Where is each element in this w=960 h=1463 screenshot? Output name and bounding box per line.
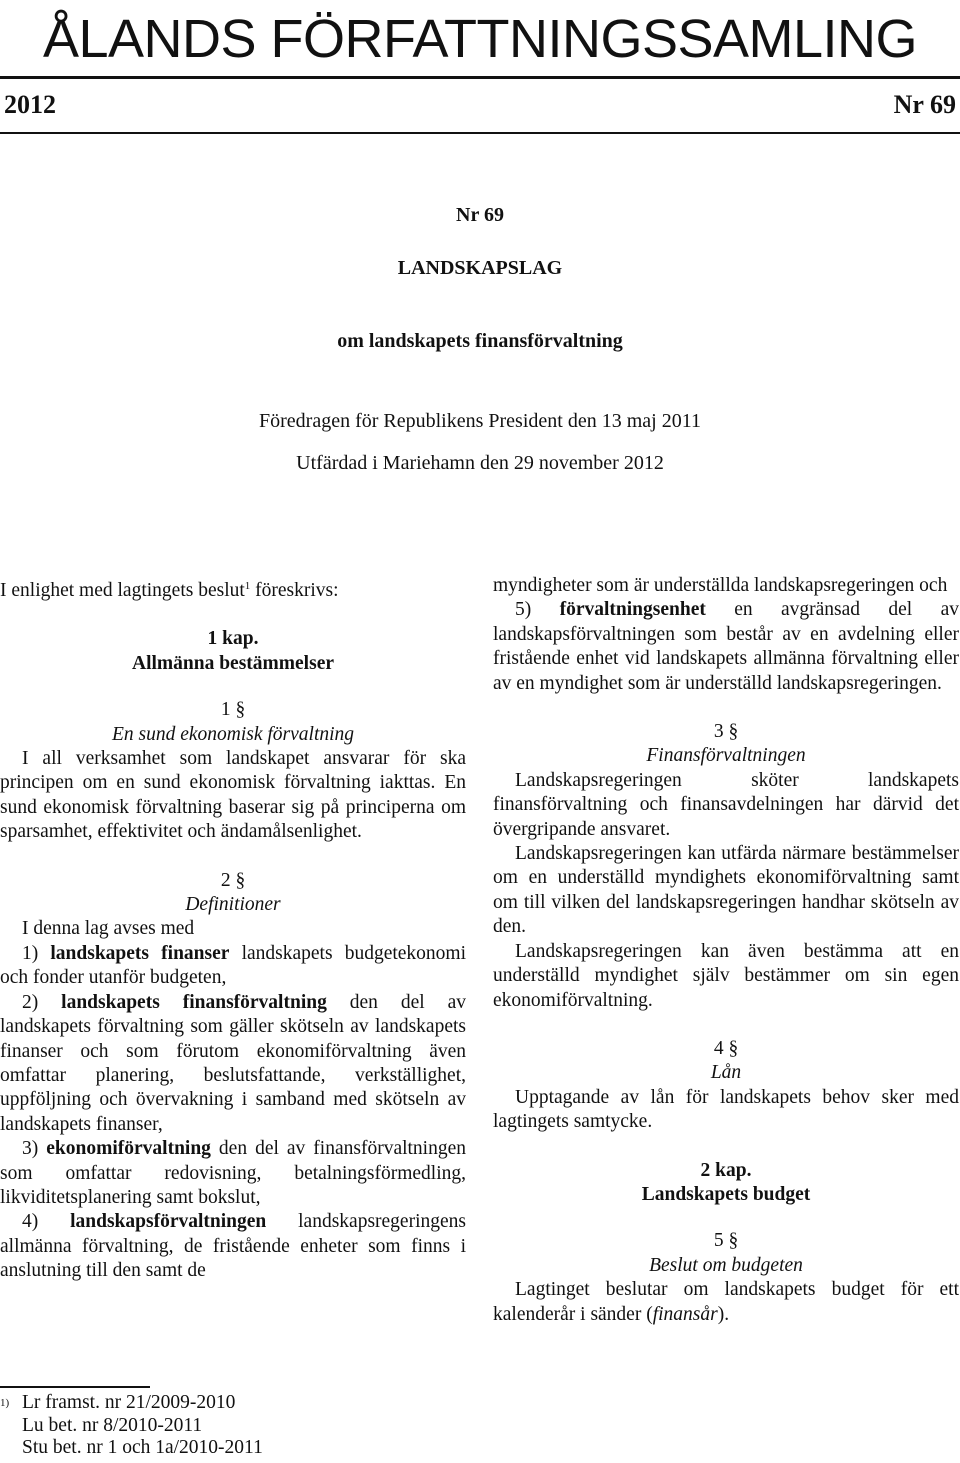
section-4-body: Upptagande av lån för landskapets behov sker med lagtingets samtycke. [493, 1086, 959, 1133]
definition-item-5: 5) förvaltningsenhet en avgränsad del av landskapsförvaltningen som består av en avdelning eller fristående enhet vid landskapets allmänna förvaltning eller av en myndighet som är underställd landskapsregeringen. [493, 599, 959, 694]
section-1-body: I all verksamhet som landskapet ansvarar för ska principen om en sund ekonomisk förvaltning iakttas. En sund ekonomisk förvaltning baserar sig på principerna om sparsamhet, effektivitet och ändamålsenlighet. [0, 748, 466, 843]
chapter-1-title: Allmänna bestämmelser [131, 652, 335, 674]
section-4-heading: Lån [710, 1062, 742, 1084]
chapter-2-label: 2 kap. [700, 1159, 752, 1181]
header-rule-bottom [0, 132, 960, 134]
footnotes [0, 1392, 263, 1460]
definition-item-4-continued: myndigheter som är underställda landskapsregeringen och [493, 575, 948, 596]
right-column [493, 574, 959, 1327]
section-3-number: 3 § [713, 721, 739, 743]
definition-item-4: 4) landskapsförvaltningen landskapsregeringens allmänna förvaltning, de fristående enheter som finns i anslutning till den samt de [0, 1211, 466, 1282]
footnote-rule [0, 1386, 150, 1388]
footnote-ref: 1 [244, 580, 251, 592]
act-presented: Föredragen för Republikens President den 13 maj 2011 [259, 410, 701, 432]
issue-year: 2012 [4, 90, 56, 119]
header-rule-top [0, 76, 960, 79]
section-3-heading: Finansförvaltningen [646, 745, 806, 767]
definition-item-2: 2) landskapets finansförvaltning den del av landskapets förvaltning som gäller skötseln av landskapets finanser och som förutom ekonomiförvaltning även omfattar planering, beslutsfattande, verkställighet, uppföljning och övervakning i samband med skötseln av landskapets finanser, [0, 991, 466, 1135]
definition-item-1: 1) landskapets finanser landskapets budgetekonomi och fonder utanför budgeten, [0, 942, 467, 989]
section-4-number: 4 § [713, 1037, 739, 1059]
chapter-2-title: Landskapets budget [641, 1183, 811, 1205]
section-1-number: 1 § [220, 699, 246, 721]
definition-item-3: 3) ekonomiförvaltning den del av finansförvaltningen som omfattar redovisning, betalningsförmedling, likviditetsplanering samt bokslut, [0, 1138, 467, 1208]
section-2-intro: I denna lag avses med [22, 918, 195, 940]
footnote-line: Stu bet. nr 1 och 1a/2010-2011 [22, 1437, 263, 1458]
footnote-line: Lu bet. nr 8/2010-2011 [22, 1414, 203, 1436]
section-3-paragraph: Landskapsregeringen kan även bestämma att en underställd myndighet själv bestämmer om sin egen ekonomiförvaltning. [493, 940, 959, 1011]
preamble: I enlighet med lagtingets beslut$^1$ föreskrivs: [0, 580, 339, 601]
footnote-mark: 1) [0, 1397, 10, 1409]
left-column [0, 574, 466, 1284]
section-1-heading: En sund ekonomisk förvaltning [111, 723, 355, 745]
section-5-body: Lagtinget beslutar om landskapets budget för ett kalenderår i sänder (finansår). [493, 1279, 959, 1325]
act-issued: Utfärdad i Mariehamn den 29 november 2012 [296, 452, 664, 474]
act-type: LANDSKAPSLAG [397, 257, 563, 279]
collection-title: ÅLANDS FÖRFATTNINGSSAMLING [42, 9, 918, 69]
section-3-paragraph: Landskapsregeringen kan utfärda närmare bestämmelser om en underställd myndighets ekonomiförvaltning samt om till vilken del landskapsregeringen handhar skötseln av den. [493, 843, 959, 938]
section-2-number: 2 § [220, 869, 246, 891]
section-2-heading: Definitioner [185, 894, 281, 916]
footnote-line: Lr framst. nr 21/2009-2010 [22, 1392, 236, 1413]
act-title: om landskapets finansförvaltning [337, 330, 623, 352]
section-3-paragraph: Landskapsregeringen sköter landskapets finansförvaltning och finansavdelningen har därvid det övergripande ansvaret. [493, 769, 959, 840]
chapter-1-label: 1 kap. [207, 628, 259, 650]
act-number: Nr 69 [456, 204, 504, 226]
issue-number: Nr 69 [893, 90, 956, 119]
section-5-number: 5 § [713, 1230, 739, 1252]
section-5-heading: Beslut om budgeten [649, 1254, 803, 1276]
